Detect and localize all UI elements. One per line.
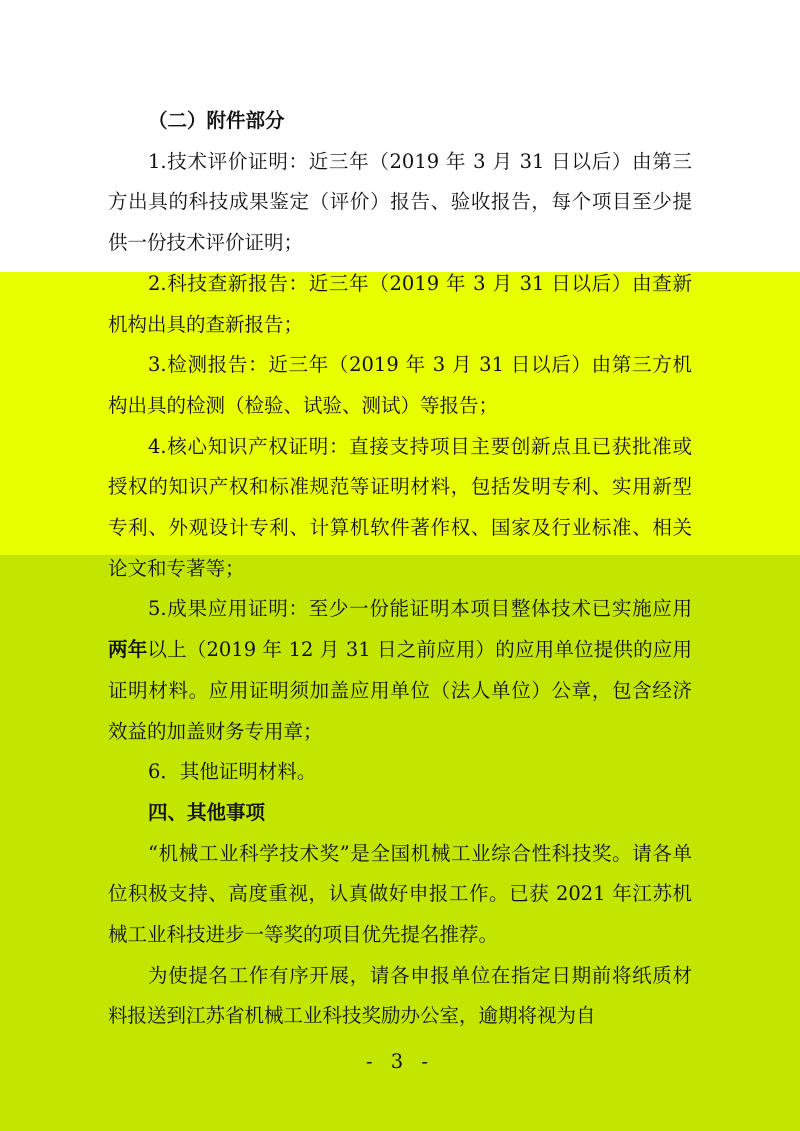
attachment-item-technical-evaluation: 1.技术评价证明：近三年（2019 年 3 月 31 日以后）由第三方出具的科技成果鉴定（评价）报告、验收报告，每个项目至少提供一份技术评价证明； — [108, 149, 692, 255]
attachment-item-other: 6．其他证明材料。 — [148, 760, 317, 784]
attachment-item-ip-proof: 4.核心知识产权证明：直接支持项目主要创新点且已获批准或授权的知识产权和标准规范等证明材料，包括发明专利、实用新型专利、外观设计专利、计算机软件著作权、国家及行业标准、相关论文和专著等； — [108, 434, 692, 580]
attachment-item-application-proof — [108, 589, 692, 752]
other-matters-heading: 四、其他事项 — [148, 800, 266, 824]
other-matters-paragraph-1: “机械工业科学技术奖”是全国机械工业综合性科技奖。请各单位积极支持、高度重视，认真做好申报工作。已获 2021 年江苏机械工业科技进步一等奖的项目优先提名推荐。 — [108, 841, 692, 947]
application-proof-bold: 两年 — [108, 638, 148, 662]
application-proof-text-1: 5.成果应用证明：至少一份能证明本项目整体技术已实施应用 — [148, 597, 692, 621]
attachment-item-test-report: 3.检测报告：近三年（2019 年 3 月 31 日以后）由第三方机构出具的检测（检验、试验、测试）等报告； — [108, 353, 692, 417]
attachment-item-novelty-search: 2.科技查新报告：近三年（2019 年 3 月 31 日以后）由查新机构出具的查新报告； — [108, 271, 692, 336]
document-body — [108, 101, 692, 1037]
page-number: - 3 - — [366, 1050, 434, 1073]
other-matters-paragraph-2: 为使提名工作有序开展，请各申报单位在指定日期前将纸质材料报送到江苏省机械工业科技奖励办公室，逾期将视为自 — [108, 963, 692, 1028]
application-proof-text-2: 以上（2019 年 12 月 31 日之前应用）的应用单位提供的应用证明材料。应用证明须加盖应用单位（法人单位）公章，包含经济效益的加盖财务专用章； — [108, 638, 692, 743]
attachments-heading: （二）附件部分 — [148, 109, 285, 132]
